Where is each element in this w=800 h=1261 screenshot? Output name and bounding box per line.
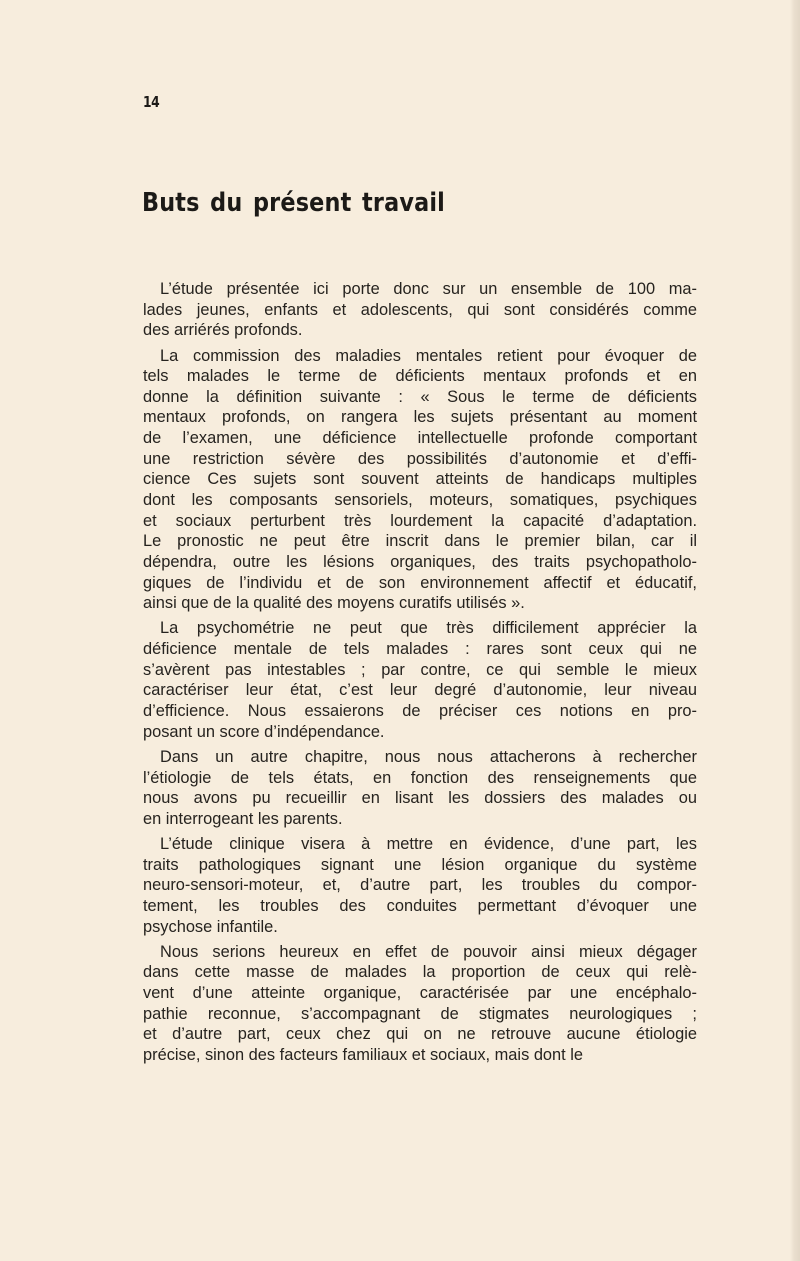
text-line: lades jeunes, enfants et adolescents, qui sont considérés comme — [143, 300, 697, 319]
text-line: vent d’une atteinte organique, caractérisée par une encéphalo- — [143, 984, 697, 1003]
paragraph — [143, 618, 697, 742]
text-line: s’avèrent pas intestables ; par contre, ce qui semble le mieux — [143, 660, 697, 679]
text-line: ainsi que de la qualité des moyens curatifs utilisés ». — [143, 594, 525, 613]
text-line: en interrogeant les parents. — [143, 809, 343, 828]
text-line: Dans un autre chapitre, nous nous attacherons à rechercher — [160, 747, 697, 766]
text-line: L’étude clinique visera à mettre en évidence, d’une part, les — [160, 835, 697, 854]
paragraph — [143, 747, 697, 830]
page-number: 14 — [143, 93, 160, 111]
section-title: Buts du présent travail — [142, 188, 446, 218]
text-line: déficience mentale de tels malades : rares sont ceux qui ne — [143, 640, 697, 659]
text-line: caractériser leur état, c’est leur degré d’autonomie, leur niveau — [143, 681, 697, 700]
text-line: tels malades le terme de déficients mentaux profonds et en — [143, 367, 697, 386]
text-line: dont les composants sensoriels, moteurs, somatiques, psychiques — [143, 491, 697, 509]
text-line: dépendra, outre les lésions organiques, des traits psychopatholo- — [143, 552, 697, 571]
text-line: L’étude présentée ici porte donc sur un ensemble de 100 ma- — [160, 280, 697, 298]
text-line: tement, les troubles des conduites permettant d’évoquer une — [143, 896, 697, 915]
paragraph — [143, 942, 697, 1066]
text-line: des arriérés profonds. — [143, 321, 303, 340]
text-line: psychose infantile. — [143, 917, 278, 936]
text-line: Nous serions heureux en effet de pouvoir ainsi mieux dégager — [160, 942, 697, 961]
text-line: et d’autre part, ceux chez qui on ne retrouve aucune étiologie — [143, 1025, 697, 1044]
text-line: Le pronostic ne peut être inscrit dans le premier bilan, car il — [143, 532, 697, 551]
text-line: posant un score d’indépendance. — [143, 722, 385, 741]
text-line: dans cette masse de malades la proportion de ceux qui relè- — [143, 963, 697, 982]
text-line: La psychométrie ne peut que très difficilement apprécier la — [160, 619, 697, 638]
text-line: traits pathologiques signant une lésion organique du système — [143, 855, 697, 874]
paragraph — [143, 346, 697, 614]
text-line: donne la définition suivante : « Sous le terme de déficients — [143, 387, 697, 406]
text-line: neuro-sensori-moteur, et, d’autre part, les troubles du compor- — [143, 876, 697, 895]
paragraph — [143, 279, 697, 341]
body-text — [143, 279, 697, 1070]
text-line: nous avons pu recueillir en lisant les dossiers des malades ou — [143, 789, 697, 808]
text-line: cience Ces sujets sont souvent atteints de handicaps multiples — [143, 470, 697, 489]
text-line: et sociaux perturbent très lourdement la capacité d’adaptation. — [143, 511, 697, 530]
text-line: giques de l’individu et de son environnement affectif et éducatif, — [143, 573, 697, 592]
text-line: pathie reconnue, s’accompagnant de stigmates neurologiques ; — [143, 1004, 697, 1023]
text-line: La commission des maladies mentales retient pour évoquer de — [160, 346, 697, 365]
text-line: d’efficience. Nous essaierons de préciser ces notions en pro- — [143, 702, 697, 720]
paragraph — [143, 834, 697, 937]
text-line: l’étiologie de tels états, en fonction des renseignements que — [143, 768, 697, 787]
text-line: mentaux profonds, on rangera les sujets présentant au moment — [143, 408, 697, 427]
text-line: de l’examen, une déficience intellectuelle profonde comportant — [143, 429, 697, 448]
text-line: précise, sinon des facteurs familiaux et sociaux, mais dont le — [143, 1046, 584, 1065]
text-line: une restriction sévère des possibilités d’autonomie et d’effi- — [143, 449, 697, 468]
